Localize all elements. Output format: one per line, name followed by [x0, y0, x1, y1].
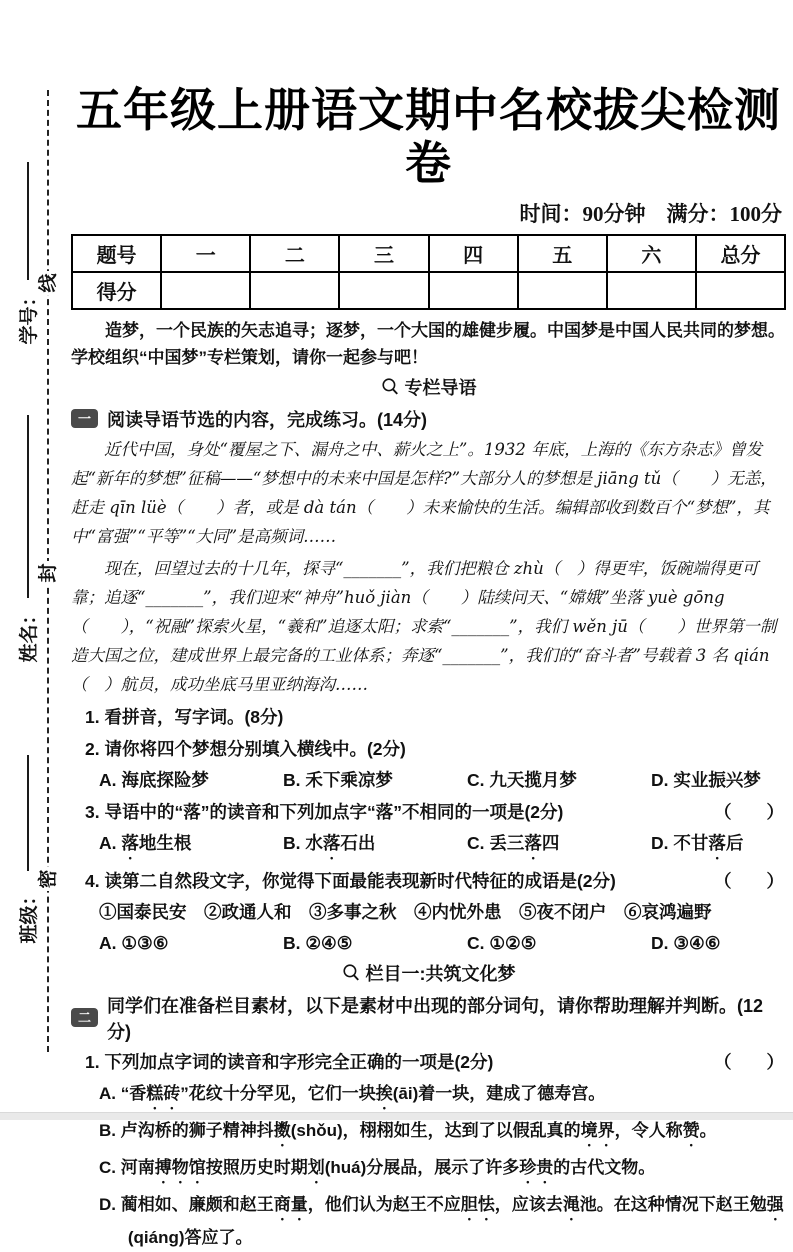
score-table — [71, 234, 786, 310]
score-cell — [518, 272, 607, 309]
s1-question-4-row — [85, 868, 786, 895]
s1-question-3-row — [85, 799, 786, 826]
answer-bracket: （ ） — [714, 1051, 784, 1072]
section2-header — [71, 992, 786, 1044]
score-cell — [339, 272, 428, 309]
answer-bracket: （ ） — [714, 870, 784, 891]
section1-title: 阅读导语节选的内容，完成练习。(14分) — [107, 409, 428, 430]
score-table-header-cell: 五 — [518, 235, 607, 272]
option-a: A. ①③⑥ — [99, 932, 169, 953]
s1-question-4-idioms: ①国泰民安 ②政通人和 ③多事之秋 ④内忧外患 ⑤夜不闭户 ⑥哀鸿遍野 — [99, 901, 712, 922]
s1-question-1: 1. 看拼音，写字词。(8分) — [85, 706, 284, 727]
score-table-header-cell: 总分 — [696, 235, 785, 272]
score-table-header-cell: 题号 — [72, 235, 161, 272]
s1-question-2-stem: 2. 请你将四个梦想分别填入横线中。(2分) — [85, 738, 406, 759]
student-id-fill-line — [27, 162, 29, 280]
option-d: D. 实业振兴梦 — [651, 769, 761, 790]
option-a: A. 海底探险梦 — [99, 769, 209, 790]
magnifier-icon — [381, 377, 400, 396]
passage — [71, 435, 786, 699]
score-table-header-cell: 二 — [250, 235, 339, 272]
passage-paragraph-2: 现在，回望过去的十几年，探寻“_______”，我们把粮仓 zhù（ ）得更牢，饭碗端得更可靠；追逐“_______”，我们迎来“神舟”huǒ jiàn（ ）陆续问天、“嫦娥”坐落 yuè gōng（ ），“祝融”探索火星，“羲和”追逐太阳；求索“_______”，我们 wěn jū（ ）世界第一制造大国之位，建成世界上最完备的工业体系；奔逐“_______”，我们的“奋斗者”号载着 3 名 qián（ ）航员，成功坐底马里亚纳海沟…… — [71, 558, 777, 694]
column-one-label: 栏目一:共筑文化梦 — [365, 963, 516, 984]
class-fill-line — [27, 755, 29, 871]
section2-number-badge: 二 — [71, 1008, 98, 1027]
page-bottom-edge — [0, 1112, 793, 1120]
section1-number-badge: 一 — [71, 409, 98, 428]
exam-content — [71, 84, 786, 1252]
option-d: D. 不甘落后 — [651, 832, 744, 853]
score-table-header-cell: 一 — [161, 235, 250, 272]
score-cell — [607, 272, 696, 309]
s1-question-2-options — [99, 767, 786, 794]
s1-question-3-options — [99, 830, 786, 863]
column-lead-heading — [71, 374, 786, 400]
class-label: 班级： — [19, 886, 40, 944]
student-id-label: 学号： — [19, 287, 40, 345]
s1-question-4-stem: 4. 读第二自然段文字，你觉得下面最能表现新时代特征的成语是(2分) — [85, 870, 616, 891]
option-c: C. 丢三落四 — [467, 832, 560, 853]
score-table-header-cell: 六 — [607, 235, 696, 272]
answer-bracket: （ ） — [714, 801, 784, 822]
time-score-line: 时间：90分钟 满分：100分 — [519, 201, 782, 226]
s2-option-b: B. 卢沟桥的狮子精神抖擞(shǒu)，栩栩如生，达到了以假乱真的境界，令人称赞。 — [99, 1120, 717, 1140]
column-one-heading — [71, 960, 786, 986]
name-label: 姓名： — [19, 605, 40, 663]
score-table-score-row — [72, 272, 785, 309]
score-table-header-cell: 四 — [429, 235, 518, 272]
option-b: B. ②④⑤ — [283, 932, 353, 953]
section2-title: 同学们在准备栏目素材，以下是素材中出现的部分词句，请你帮助理解并判断。(12分) — [107, 995, 764, 1042]
seal-char-feng: 封 — [36, 561, 62, 585]
seal-char-xian: 线 — [36, 271, 62, 295]
option-a: A. 落地生根 — [99, 832, 192, 853]
score-cell — [161, 272, 250, 309]
section1-header — [71, 406, 786, 432]
seal-char-mi: 密 — [36, 867, 62, 891]
page-title: 五年级上册语文期中名校拔尖检测卷 — [76, 84, 781, 189]
option-d: D. ③④⑥ — [651, 932, 721, 953]
option-b: B. 水落石出 — [283, 832, 376, 853]
score-cell — [696, 272, 785, 309]
option-c: C. 九天揽月梦 — [467, 769, 577, 790]
score-cell — [429, 272, 518, 309]
intro-paragraph: 造梦，一个民族的矢志追寻；逐梦，一个大国的雄健步履。中国梦是中国人民共同的梦想。学校组织“中国梦”专栏策划，请你一起参与吧！ — [71, 320, 785, 367]
passage-paragraph-1: 近代中国，身处“覆屋之下、漏舟之中、薪火之上”。1932 年底，上海的《东方杂志》曾发起“新年的梦想”征稿——“梦想中的未来中国是怎样?”大部分人的梦想是 jiāng tǔ（ ）无恙，赶走 qīn lüè（ ）者，或是 dà tán（ ）未来愉快的生活。编辑部收到数百个“梦想”，其中“富强”“平等”“大同”是高频词…… — [71, 439, 777, 546]
score-table-header-row — [72, 235, 785, 272]
score-table-header-cell: 三 — [339, 235, 428, 272]
s2-question-1-row — [85, 1049, 786, 1076]
option-b: B. 禾下乘凉梦 — [283, 769, 393, 790]
option-c: C. ①②⑤ — [467, 932, 537, 953]
name-fill-line — [27, 415, 29, 598]
s2-option-a: A. “香糕砖”花纹十分罕见，它们一块挨(āi)着一块，建成了德寿宫。 — [99, 1083, 606, 1103]
score-row-label: 得分 — [72, 272, 161, 309]
score-cell — [250, 272, 339, 309]
s2-option-c: C. 河南搏物馆按照历史时期划(huá)分展品，展示了许多珍贵的古代文物。 — [99, 1157, 656, 1177]
magnifier-icon — [342, 963, 361, 982]
s2-question-1-stem: 1. 下列加点字词的读音和字形完全正确的一项是(2分) — [85, 1051, 494, 1072]
s2-option-d: D. 蔺相如、廉颇和赵王商量，他们认为赵王不应胆怯，应该去渑池。在这种情况下赵王勉强(qiáng)答应了。 — [99, 1194, 784, 1247]
column-lead-label: 专栏导语 — [404, 377, 477, 398]
s1-question-4-options — [99, 930, 786, 957]
s1-question-3-stem: 3. 导语中的“落”的读音和下列加点字“落”不相同的一项是(2分) — [85, 801, 564, 822]
